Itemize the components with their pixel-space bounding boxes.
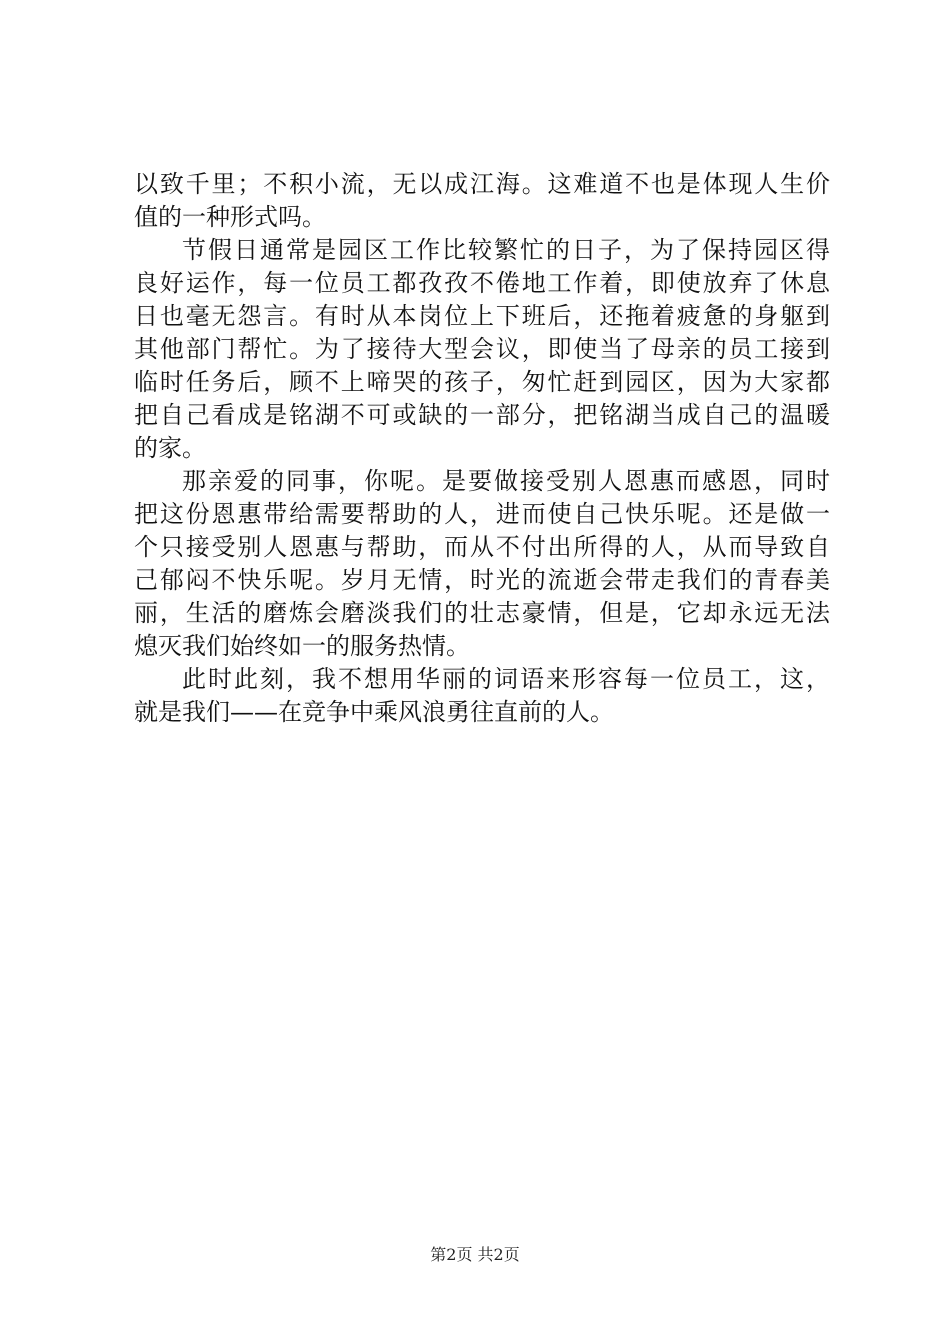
text-line: 熄灭我们始终如一的服务热情。	[134, 632, 470, 660]
text-line: 临时任务后，顾不上啼哭的孩子，匆忙赶到园区，因为大家都	[134, 368, 830, 396]
paragraph	[134, 168, 830, 234]
text-line: 个只接受别人恩惠与帮助，而从不付出所得的人，从而导致自	[134, 533, 830, 561]
page-number-footer: 第2页 共2页	[430, 1245, 520, 1264]
text-line: 丽，生活的磨炼会磨淡我们的壮志豪情，但是，它却永远无法	[134, 599, 830, 627]
text-line: 以致千里；不积小流，无以成江海。这难道不也是体现人生价	[134, 170, 830, 198]
paragraph	[134, 234, 830, 465]
paragraph	[134, 465, 830, 663]
text-line: 把自己看成是铭湖不可或缺的一部分，把铭湖当成自己的温暖	[134, 401, 830, 429]
text-line: 此时此刻，我不想用华丽的词语来形容每一位员工，这，	[182, 665, 830, 693]
paragraph	[134, 663, 830, 729]
text-line: 节假日通常是园区工作比较繁忙的日子，为了保持园区得	[182, 236, 830, 264]
text-line: 其他部门帮忙。为了接待大型会议，即使当了母亲的员工接到	[134, 335, 830, 363]
text-line: 值的一种形式吗。	[134, 203, 326, 231]
text-line: 把这份恩惠带给需要帮助的人，进而使自己快乐呢。还是做一	[134, 500, 830, 528]
text-line: 日也毫无怨言。有时从本岗位上下班后，还拖着疲惫的身躯到	[134, 302, 830, 330]
text-line: 就是我们——在竞争中乘风浪勇往直前的人。	[134, 698, 614, 726]
text-line: 那亲爱的同事，你呢。是要做接受别人恩惠而感恩，同时	[182, 467, 830, 495]
text-line: 的家。	[134, 434, 206, 462]
text-line: 己郁闷不快乐呢。岁月无情，时光的流逝会带走我们的青春美	[134, 566, 830, 594]
text-line: 良好运作，每一位员工都孜孜不倦地工作着，即使放弃了休息	[134, 269, 830, 297]
document-body	[134, 168, 830, 729]
